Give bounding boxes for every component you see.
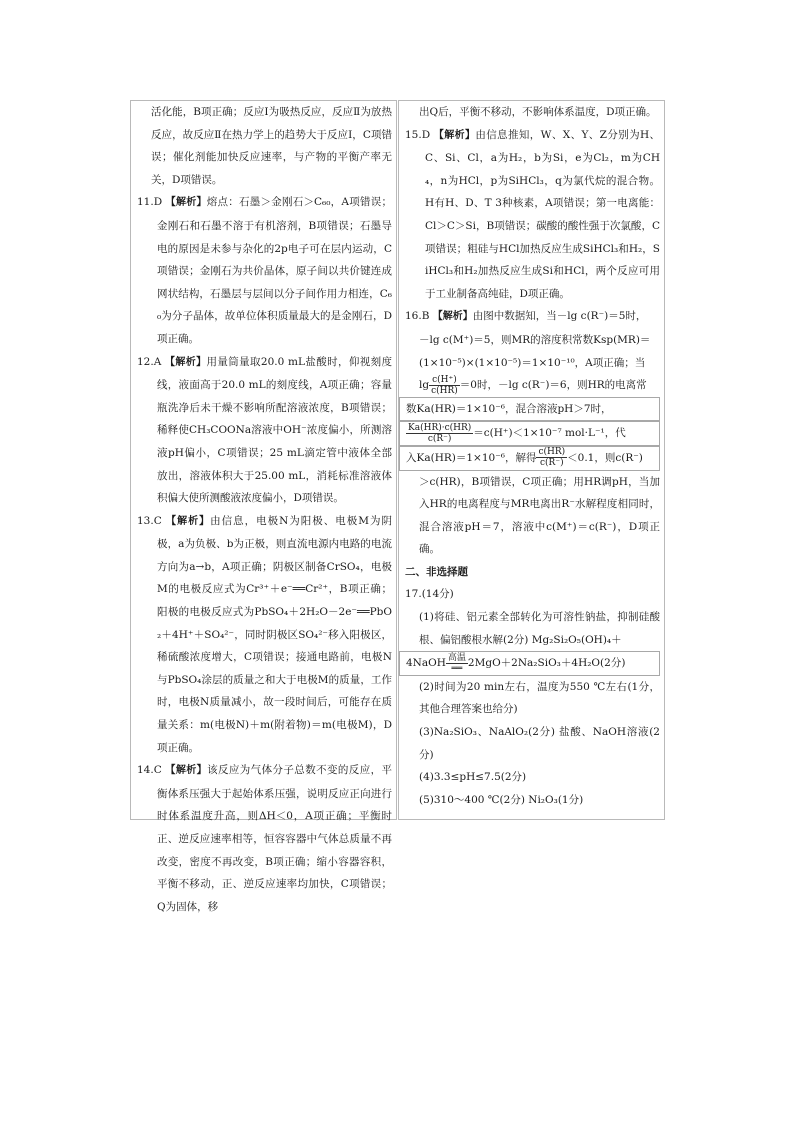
q13-number: 13.C	[137, 514, 162, 527]
q17-heading: 17.(14分)	[405, 588, 454, 601]
fraction-denominator: c(R⁻)	[427, 433, 452, 444]
fraction-denominator: c(HR)	[431, 385, 458, 396]
q12-text: 用量筒量取20.0 mL盐酸时，仰视刻度线，液面高于20.0 mL的刻度线，A项正确；容量瓶洗净后未干燥不影响所配溶液浓度，B项错误；稀释使CH₃COONa溶液中OH⁻浓度偏小，所测溶液pH偏小，C项错误；25 mL滴定管中液体全部放出，溶液体积大于25.00 mL，消耗标准溶液体积偏大使所测酸液浓度偏小，D项错误。	[157, 355, 392, 505]
fraction-h-over-hr	[429, 375, 460, 396]
reactant-naoh: 4NaOH	[406, 657, 446, 670]
q12-number: 12.A	[137, 355, 162, 368]
q16-text-6: ＝c(H⁺)＜1×10⁻⁷ mol·L⁻¹，代	[473, 427, 626, 440]
fraction-numerator: Ka(HR)·c(HR)	[408, 422, 472, 433]
analysis-tag: 【解析】	[165, 197, 207, 209]
q14-number: 14.C	[137, 764, 162, 777]
q16-text-4: ＝0时，－lg c(R⁻)＝6，则HR的电离常	[459, 379, 647, 392]
q14-answer	[137, 759, 392, 918]
q16-line-4	[405, 374, 660, 397]
q11-number: 11.D	[137, 196, 163, 209]
q12-answer	[137, 351, 392, 510]
q17-part-4: (4)3.3≤pH≤7.5(2分)	[419, 771, 527, 784]
q16-line-3: (1×10⁻⁵)×(1×10⁻⁵)＝1×10⁻¹⁰，A项正确；当	[419, 356, 646, 369]
q16-number: 16.B	[405, 310, 430, 323]
q16-line-2: －lg c(M⁺)＝5，则MR的溶度积常数Ksp(MR)＝	[419, 333, 651, 346]
q16-line-7	[399, 446, 660, 471]
q16-line-8: ＞c(HR)，B项错误，C项正确；用HR调pH，当加入HR的电离程度与MR电离出R⁻水解程度相同时，混合溶液pH＝7，溶液中c(M⁺)＝c(R⁻)，D项正确。	[419, 475, 660, 556]
q14-continuation: 出Q后，平衡不移动，不影响体系温度，D项正确。	[419, 106, 657, 118]
fraction-hr-over-r	[536, 447, 567, 468]
q15-text: 由信息推知，W、X、Y、Z分别为H、C、Si、Cl，a为H₂，b为Si，e为Cl₂，m为CH₄，n为HCl，p为SiHCl₃，q为氯代烷的混合物。H有H、D、T 3种核素，A项错误；第一电离能：Cl＞C＞Si，B项错误；碳酸的酸性强于次氯酸，C项错误；粗硅与HCl加热反应生成SiHCl₃和H₂，SiHCl₃和H₂加热反应生成Si和HCl，两个反应可用于工业制备高纯硅，D项正确。	[425, 128, 660, 300]
fraction-ka-expression	[406, 423, 473, 444]
analysis-tag: 【解析】	[165, 765, 208, 777]
section-heading-nonchoice: 二、非选择题	[405, 565, 468, 578]
left-column	[130, 100, 397, 913]
q15-number: 15.D	[405, 128, 431, 141]
q13-answer	[137, 510, 392, 760]
q10-continuation: 活化能，B项正确；反应Ⅰ为吸热反应，反应Ⅱ为放热反应，故反应Ⅱ在热力学上的趋势大于反应Ⅰ，C项错误；催化剂能加快反应速率，与产物的平衡产率无关，D项错误。	[151, 106, 392, 186]
analysis-tag: 【解析】	[166, 515, 211, 527]
fraction-numerator: c(H⁺)	[429, 375, 460, 386]
fraction-numerator: c(HR)	[538, 447, 566, 458]
q17-part-2: (2)时间为20 min左右，温度为550 ℃左右(1分，其他合理答案也给分)	[419, 680, 660, 716]
q17-part-1: (1)将硅、铝元素全部转化为可溶性钠盐，抑制硅酸根、偏铝酸根水解(2分) Mg₂Si₂O₅(OH)₄＋	[419, 611, 660, 646]
q16-line-1	[405, 305, 660, 329]
q16-text-7a: 入Ka(HR)＝1×10⁻⁶，解得	[406, 451, 537, 464]
fraction-denominator: c(R⁻)	[540, 458, 564, 469]
reaction-condition: 高温	[447, 652, 466, 663]
q11-text: 熔点：石墨＞金刚石＞C₆₀，A项错误；金刚石和石墨不溶于有机溶剂，B项错误；石墨导电的原因是未参与杂化的2p电子可在层内运动，C项错误；金刚石为共价晶体，原子间以共价键连成网状结构，石墨层与层间以分子间作用力相连，C₆₀为分子晶体，故单位体积质量最大的是金刚石，D项正确。	[157, 196, 392, 345]
analysis-tag: 【解析】	[165, 356, 207, 368]
q14-text: 该反应为气体分子总数不变的反应，平衡体系压强大于起始体系压强，说明反应正向进行时体系温度升高，则ΔH＜0，A项正确；平衡时正、逆反应速率相等，恒容容器中气体总质量不再改变，密度不再改变，B项正确；缩小容器容积，平衡不移动，正、逆反应速率均加快，C项错误；Q为固体，移	[157, 764, 393, 913]
q16-line-6	[399, 421, 660, 446]
q17-part-3: (3)Na₂SiO₃、NaAlO₂(2分) 盐酸、NaOH溶液(2分)	[419, 726, 660, 761]
q16-text-7b: ＜0.1，则c(R⁻)	[567, 451, 643, 464]
analysis-tag: 【解析】	[432, 311, 473, 323]
analysis-tag: 【解析】	[433, 129, 476, 141]
right-column	[398, 100, 665, 820]
products: 2MgO＋2Na₂SiO₃＋4H₂O(2分)	[467, 657, 626, 670]
q16-answer	[405, 305, 660, 561]
equals-arrow: ══	[451, 663, 463, 674]
q11-answer	[137, 191, 392, 350]
q15-answer	[405, 124, 660, 306]
q16-line-5: 数Ka(HR)＝1×10⁻⁶，混合溶液pH＞7时，	[399, 397, 660, 422]
q17-part-5: (5)310～400 ℃(2分) Ni₂O₃(1分)	[419, 793, 584, 806]
reaction-condition-arrow	[446, 653, 468, 674]
q17-part-1-equation	[399, 651, 660, 676]
q16-lg: lg	[419, 379, 430, 392]
q16-text-1: 由图中数据知，当－lg c(R⁻)＝5时，	[472, 310, 647, 323]
q13-text: 由信息，电极N为阳极、电极M为阴极，a为负极、b为正极，则直流电源内电路的电流方向为a→b，A项正确；阴极区制备CrSO₄，电极M的电极反应式为Cr³⁺＋e⁻══Cr²⁺，B项正确；阳极的电极反应式为PbSO₄＋2H₂O－2e⁻══PbO₂＋4H⁺＋SO₄²⁻，同时阴极区SO₄²⁻移入阳极区，稀硫酸浓度增大，C项错误；接通电路前，电极N与PbSO₄涂层的质量之和大于电极M的质量，工作时，电极N质量减小，故一段时间后，可能存在质量关系：m(电极N)＋m(附着物)＝m(电极M)，D项正确。	[157, 514, 392, 754]
